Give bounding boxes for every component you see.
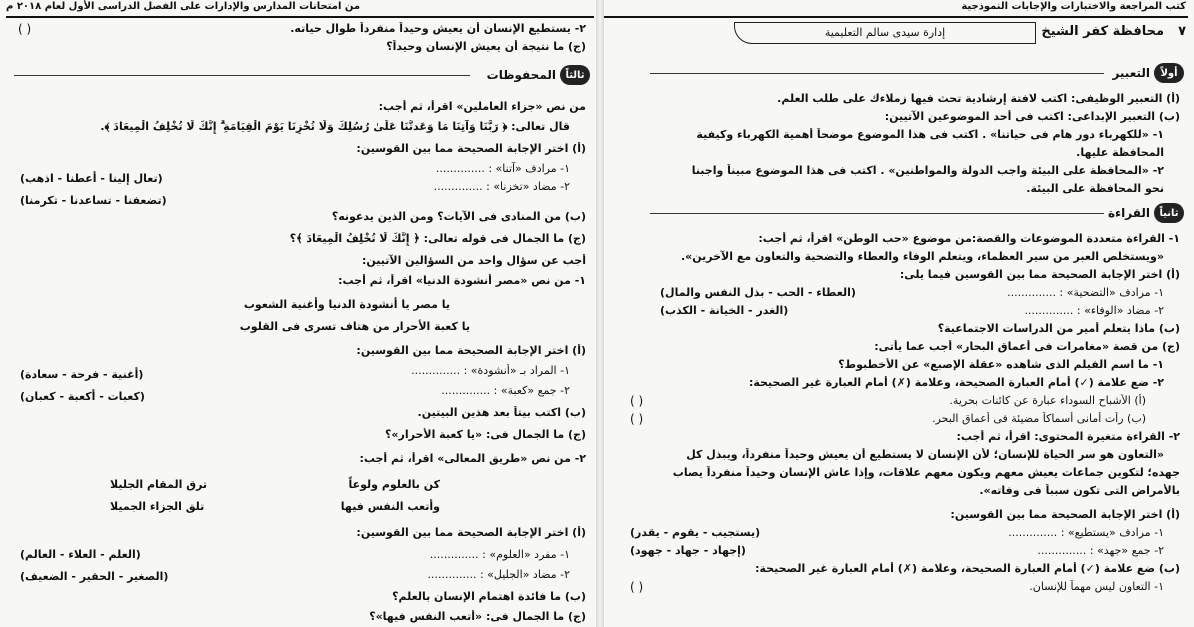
question-line: (أ) الأشباح السوداء عبارة عن كائنات بحرية.: [949, 394, 1146, 407]
question-line: ١- مرادف «يستطيع» : ..............: [1008, 526, 1164, 539]
question-line: ١- القراءة متعددة الموضوعات والقصة:من موضوع «حب الوطن» اقرأ، ثم أجب:: [758, 232, 1180, 245]
section-title: التعبير: [1112, 66, 1150, 80]
question-line: ١- التعاون ليس مهماً للإنسان.: [1029, 580, 1164, 593]
passage-line: «التعاون هو سر الحياة للإنسان؛ لأن الإنسان لا يستطيع أن يعيش وحيداً منفرداً، ويبذل كل: [686, 448, 1164, 461]
question-line: ١- من نص «مصر أنشودة الدنيا» اقرأ، ثم أجب:: [338, 274, 586, 287]
administration-label: إدارة سيدى سالم التعليمية: [734, 22, 1036, 44]
book-gutter: [596, 0, 604, 627]
section-title: القراءة: [1107, 206, 1150, 220]
answer-options: (كعبات - أكعبة - كعبان): [20, 390, 145, 403]
governorate-banner: [650, 22, 1186, 46]
question-line: (ج) ما الجمال فى قوله تعالى: ﴿ إِنَّكَ لَا تُخْلِفُ الْمِيعَادَ ﴾؟: [289, 232, 586, 245]
question-line: (ج) ما الجمال فى: «أتعب النفس فيها»؟: [369, 610, 586, 623]
answer-parentheses: ( ): [18, 22, 32, 36]
question-line: (ب) ضع علامة (✓) أمام العبارة الصحيحة، وعلامة (✗) أمام العبارة غير الصحيحة:: [755, 562, 1180, 575]
right-page-header: كتب المراجعة والاختبارات والإجابات النموذجية: [600, 0, 1188, 18]
question-line: ١- المراد بـ «أنشودة» : ..............: [411, 364, 570, 377]
question-line: (أ) اختر الإجابة الصحيحة مما بين القوسين:: [356, 142, 586, 155]
question-line: ١- مفرد «العلوم» : ..............: [429, 548, 570, 561]
poem-verse: يا مصر يا أنشودة الدنيا وأغنية الشعوب: [243, 298, 450, 311]
section-memorization: [487, 65, 590, 85]
question-line: ٢- «المحافظة على البيئة واجب الدولة والمواطنين» . اكتب فى هذا الموضوع مبيناً واجبنا: [691, 164, 1164, 177]
question-line: ١- «للكهرباء دور هام فى حياتنا» . اكتب فى هذا الموضوع موضحاً أهمية الكهرباء وكيفية: [696, 128, 1164, 141]
poem-hemistich: تلق الجزاء الجميلا: [110, 500, 205, 513]
passage-line: بالأمراض التى تكون سبباً فى وفاته».: [979, 484, 1180, 497]
question-line: ٢- ضع علامة (✓) أمام العبارة الصحيحة، وعلامة (✗) أمام العبارة غير الصحيحة:: [748, 376, 1164, 389]
question-line: (أ) اختر الإجابة الصحيحة مما بين القوسين:: [356, 344, 586, 357]
section-badge: أولاً: [1154, 63, 1184, 83]
section-badge: ثانياً: [1154, 203, 1184, 223]
section-reading: [1108, 203, 1184, 223]
question-line: (أ) اختر الإجابة الصحيحة مما بين القوسين:: [950, 508, 1180, 521]
answer-options: (العطاء - الحب - بذل النفس والمال): [660, 286, 856, 299]
question-line: ٢- من نص «طريق المعالى» اقرأ، ثم أجب:: [359, 452, 586, 465]
passage-line: جهده؛ لتكوين جماعات يعيش معهم ويكون معهم علاقات، وإذا عاش الإنسان وحيداً منفرداً يصاب: [672, 466, 1180, 479]
answer-options: (الصغير - الحقير - الضعيف): [20, 570, 169, 583]
question-line: ٢- مضاد «تخزنا» : ..............: [433, 180, 570, 193]
question-line: ١- مرادف «التضحية» : ..............: [1007, 286, 1164, 299]
section-title: المحفوظات: [486, 68, 556, 82]
answer-parentheses: ( ): [630, 580, 644, 594]
question-line: أجب عن سؤال واحد من السؤالين الآتيين:: [361, 254, 586, 267]
poem-hemistich: كن بالعلوم ولوعاً: [348, 478, 440, 491]
answer-options: (يستجيب - يقوم - يقدر): [630, 526, 761, 539]
section-divider: [14, 75, 470, 76]
question-line: المحافظة عليها.: [1076, 146, 1164, 159]
right-page: [600, 0, 1194, 627]
section-divider: [650, 73, 1104, 74]
question-line: (ب) من المنادى فى الآيات؟ ومن الذين يدعونه؟: [331, 210, 586, 223]
question-line: ٢- القراءة متغيرة المحتوى: اقرأ، ثم أجب:: [956, 430, 1180, 443]
question-line: ٢- مضاد «الوفاء» : ..............: [1024, 304, 1164, 317]
answer-options: (تعال إلينا - أعطنا - اذهب): [20, 172, 163, 185]
question-line: (ب) اكتب بيتاً بعد هذين البيتين.: [417, 406, 586, 419]
answer-options: (أغنية - فرحة - سعادة): [20, 368, 144, 381]
question-line: (ب) ماذا يتعلم أمير من الدراسات الاجتماعية؟: [937, 322, 1180, 335]
answer-options: (إجهاد - جهاد - جهود): [630, 544, 746, 557]
section-expression: [1112, 63, 1184, 83]
question-line: (ب) رأت أمانى أسماكاً مضيئة فى أعماق البحر.: [932, 412, 1146, 425]
question-line: من نص «جزاء العاملين» اقرأ، ثم أجب:: [378, 100, 586, 113]
section-badge: ثالثاً: [560, 65, 590, 85]
answer-options: (الغدر - الخيانة - الكذب): [660, 304, 789, 317]
question-line: (أ) اختر الإجابة الصحيحة مما بين القوسين:: [356, 526, 586, 539]
question-line: (ب) التعبير الإبداعى: اكتب فى أحد الموضوعين الآتيين:: [884, 110, 1180, 123]
poem-hemistich: ترق المقام الجليلا: [110, 478, 208, 491]
question-line: (ج) ما الجمال فى: «يا كعبة الأحرار»؟: [385, 428, 586, 441]
question-line: ٢- جمع «جهد» : ..............: [1037, 544, 1164, 557]
poem-verse: يا كعبة الأحرار من هتاف تسرى فى القلوب: [239, 320, 470, 333]
answer-options: (تضعفنا - تساعدنا - تكرمنا): [20, 194, 167, 207]
question-line: (أ) التعبير الوظيفى: اكتب لافتة إرشادية تحث فيها زملاءك على طلب العلم.: [777, 92, 1180, 105]
passage-line: «ويستخلص العبر من سير العظماء، ويتعلم الوفاء والعطاء والتضحية والتعاون مع الآخرين».: [680, 250, 1164, 263]
question-line: ٢- جمع «كعبة» : ..............: [441, 384, 570, 397]
question-line: ٢- يستطيع الإنسان أن يعيش وحيداً منفرداً طوال حياته.: [290, 22, 586, 35]
poem-hemistich: وأتعب النفس فيها: [340, 500, 440, 513]
question-line: (أ) اختر الإجابة الصحيحة مما بين القوسين فيما يلى:: [899, 268, 1180, 281]
question-line: (ب) ما فائدة اهتمام الإنسان بالعلم؟: [392, 590, 586, 603]
page-number: ٧: [1178, 24, 1186, 39]
question-line: نحو المحافظة على البيئة.: [1026, 182, 1164, 195]
section-divider: [650, 213, 1104, 214]
question-line: ١- مرادف «آتنا» : ..............: [435, 162, 570, 175]
left-page-header: من امتحانات المدارس والإدارات على الفصل الدراسى الأول لعام ٢٠١٨ م: [6, 0, 594, 18]
answer-parentheses: ( ): [630, 394, 644, 408]
question-line: (ج) ما نتيجة أن يعيش الإنسان وحيداً؟: [386, 40, 586, 53]
question-line: (ج) من قصة «مغامرات فى أعماق البحار» أجب عما يأتى:: [874, 340, 1180, 353]
question-line: ٢- مضاد «الجليل» : ..............: [427, 568, 570, 581]
question-line: ١- ما اسم الفيلم الذى شاهده «عقلة الإصبع» عن الأخطبوط؟: [838, 358, 1164, 371]
answer-options: (العلم - العلاء - العالم): [20, 548, 141, 561]
answer-parentheses: ( ): [630, 412, 644, 426]
governorate-title: محافظة كفر الشيخ: [1041, 24, 1164, 39]
quran-verse: قال تعالى: ﴿ رَبَّنَا وَآتِنَا مَا وَعَدتَّنَا عَلَىٰ رُسُلِكَ وَلَا تُخْزِنَا يَوْمَ الْقِيَامَةِ ۗ إِنَّكَ لَا تُخْلِفُ الْمِيعَادَ ﴾.: [100, 120, 570, 133]
